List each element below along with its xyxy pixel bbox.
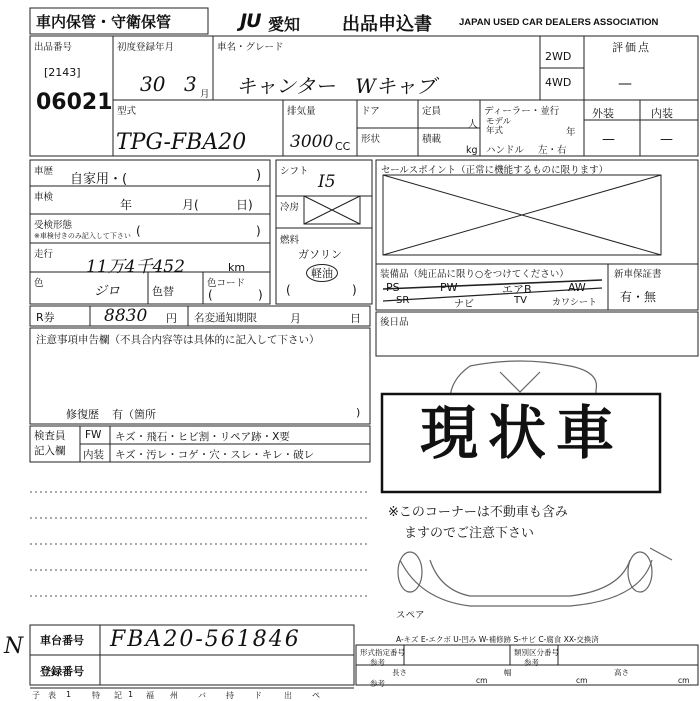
notice-label: 名変通知期限: [194, 312, 257, 324]
rating-value: —: [618, 76, 632, 92]
dim-length: 長さ: [392, 668, 407, 677]
notes-label: 注意事項申告欄（不具合内容等は具体的に記入して下さい）: [36, 334, 320, 346]
fuel-open: (: [286, 283, 291, 297]
storage-label: 車内保管・守衛保管: [36, 13, 172, 31]
person-unit: 人: [468, 119, 478, 130]
fw-items: キズ・飛石・ヒビ割・リペア跡・X要: [115, 431, 290, 443]
dim-height-unit: cm: [678, 676, 690, 685]
year-unit: 年: [566, 127, 576, 138]
bottom-row-2: 表: [48, 691, 56, 700]
registration-year: 30: [140, 72, 166, 96]
repair-value: 有（箇所: [112, 408, 156, 421]
dim-ref: 参考: [370, 679, 385, 688]
r-ticket-value: 8830: [104, 306, 148, 326]
designation-ref: 参考: [370, 658, 385, 667]
ju-logo: JU: [240, 10, 261, 32]
color-value: ジロ: [94, 284, 121, 299]
equipment-label: 装備品（純正品に限り○をつけてください）: [380, 269, 569, 280]
notice-day: 日: [350, 312, 361, 325]
color-change-label: 色替: [152, 285, 174, 298]
exterior-label: 外装: [592, 107, 614, 120]
inspection-day: 日): [236, 198, 253, 212]
stamp-note-2: ますのでご注意下さい: [404, 526, 535, 541]
lot-number: 06021: [36, 90, 113, 115]
interior-check-items: キズ・汚レ・コゲ・穴・スレ・キレ・破レ: [115, 449, 315, 461]
inspection-month: 月(: [182, 198, 199, 212]
drive-2wd: 2WD: [545, 50, 572, 63]
shift-value: I5: [318, 172, 336, 192]
repair-label: 修復歴: [66, 408, 99, 421]
mileage-label: 走行: [34, 249, 54, 260]
acceptance-label: 受検形態: [34, 220, 73, 231]
region-label: 愛知: [268, 15, 301, 34]
equip-sr: SR: [396, 295, 410, 306]
drive-4wd: 4WD: [545, 76, 572, 89]
equip-pw: PW: [440, 281, 458, 294]
fuel-gasoline: ガソリン: [298, 248, 342, 261]
displacement-label: 排気量: [287, 106, 316, 117]
model-label: 車名・グレード: [217, 42, 284, 53]
shape-label: 形状: [361, 134, 381, 145]
capacity-label: 定員: [422, 106, 442, 117]
type-value: TPG-FBA20: [116, 130, 247, 155]
plate-label: 登録番号: [40, 665, 84, 678]
color-code-open: (: [208, 288, 213, 302]
bottom-row-10: 持: [226, 691, 234, 700]
registration-label: 初度登録年月: [117, 42, 175, 53]
equip-aw: AW: [568, 281, 586, 294]
acceptance-note: ※車検付きのみ記入して下さい: [34, 232, 131, 240]
type-label: 型式: [117, 106, 137, 117]
dealer-label: ディーラー・並行: [484, 106, 560, 117]
chassis-value: FBA20-561846: [110, 627, 301, 652]
fuel-light-oil: 軽油: [306, 264, 338, 282]
lot-label: 出品番号: [34, 42, 73, 53]
dim-width-unit: cm: [576, 676, 588, 685]
registration-month: 3: [184, 72, 197, 96]
color-label: 色: [34, 278, 44, 289]
aircon-label: 冷房: [280, 202, 300, 213]
damage-legend: A-キズ E-エクボ U-凹み W-補修跡 S-サビ C-腐食 XX-交換済: [396, 635, 599, 644]
category-ref: 参考: [524, 658, 539, 667]
warranty-value: 有・無: [620, 290, 657, 304]
dim-height: 高さ: [614, 668, 629, 677]
chassis-label: 車台番号: [40, 634, 84, 647]
r-ticket-unit: 円: [166, 312, 177, 325]
inspection-year: 年: [120, 198, 133, 212]
shift-label: シフト: [280, 166, 309, 177]
exterior-value: —: [602, 132, 615, 147]
equip-airbag: エアB: [502, 283, 532, 296]
designation-label: 形式指定番号: [360, 648, 405, 657]
stamp-note-1: ※このコーナーは不動車も含み: [388, 505, 568, 520]
bottom-row-6: 1: [128, 690, 134, 699]
displacement-value: 3000: [290, 132, 334, 152]
as-is-stamp: 現状車: [419, 399, 624, 467]
dim-length-unit: cm: [476, 676, 488, 685]
rating-label: 評価点: [612, 41, 651, 54]
history-label: 車歴: [34, 166, 54, 177]
form-title: 出品申込書: [342, 14, 432, 35]
association-name: JAPAN USED CAR DEALERS ASSOCIATION: [459, 17, 659, 28]
handle-label: ハンドル: [486, 145, 525, 156]
acceptance-close: ): [256, 224, 261, 238]
warranty-label: 新車保証書: [614, 269, 662, 280]
category-label: 類別区分番号: [514, 648, 559, 657]
bottom-row-3: 1: [66, 690, 72, 699]
r-ticket-label: R券: [36, 311, 55, 324]
kg-unit: kg: [466, 145, 478, 156]
equip-sheet: カワシート: [552, 298, 598, 308]
interior-label: 内装: [651, 107, 673, 120]
inspector-label: 検査員 記入欄: [34, 430, 66, 457]
history-value: 自家用・(: [70, 172, 128, 187]
color-code-label: 色コード: [207, 278, 246, 289]
repair-close: ): [356, 406, 361, 419]
chassis-mark: N: [4, 634, 24, 659]
spare-label: スペア: [396, 610, 425, 621]
interior-check-label: 内装: [83, 449, 104, 461]
fuel-label: 燃料: [280, 235, 300, 246]
bottom-row-8: 州: [170, 691, 178, 700]
mileage-unit: km: [228, 261, 246, 274]
lot-code: [2143]: [44, 66, 81, 79]
bottom-row-1: 子: [32, 691, 40, 700]
door-label: ドア: [361, 106, 380, 117]
bottom-row-7: 福: [146, 691, 154, 700]
model-value: キャンター Wキャブ: [236, 74, 436, 98]
interior-value: —: [660, 132, 673, 147]
bottom-row-13: ペ: [312, 691, 320, 700]
load-label: 積載: [422, 134, 442, 145]
bottom-row-4: 特: [92, 691, 100, 700]
equip-tv: TV: [514, 295, 527, 306]
after-market-label: 後日品: [380, 317, 409, 328]
history-close: ): [256, 168, 262, 183]
cc-unit: CC: [335, 140, 351, 153]
color-code-close: ): [258, 288, 263, 302]
bottom-row-9: バ: [198, 691, 206, 700]
model-year-label: モデル 年式: [486, 117, 512, 136]
inspection-label: 車検: [34, 192, 54, 203]
equip-navi: ナビ: [454, 299, 474, 310]
fw-label: FW: [85, 429, 102, 441]
notice-month: 月: [290, 312, 301, 325]
sales-points-label: セールスポイント（正常に機能するものに限ります）: [381, 165, 609, 176]
acceptance-open: (: [136, 224, 141, 238]
dim-width: 幅: [504, 668, 512, 677]
fuel-close: ): [352, 283, 357, 297]
equip-ps: PS: [386, 281, 400, 294]
handle-value: 左・右: [538, 145, 567, 156]
bottom-row-12: 出: [284, 691, 292, 700]
bottom-row-11: ド: [254, 691, 262, 700]
registration-month-unit: 月: [200, 89, 210, 100]
mileage-value: 11万4千452: [86, 257, 185, 277]
bottom-row-5: 記: [114, 691, 122, 700]
